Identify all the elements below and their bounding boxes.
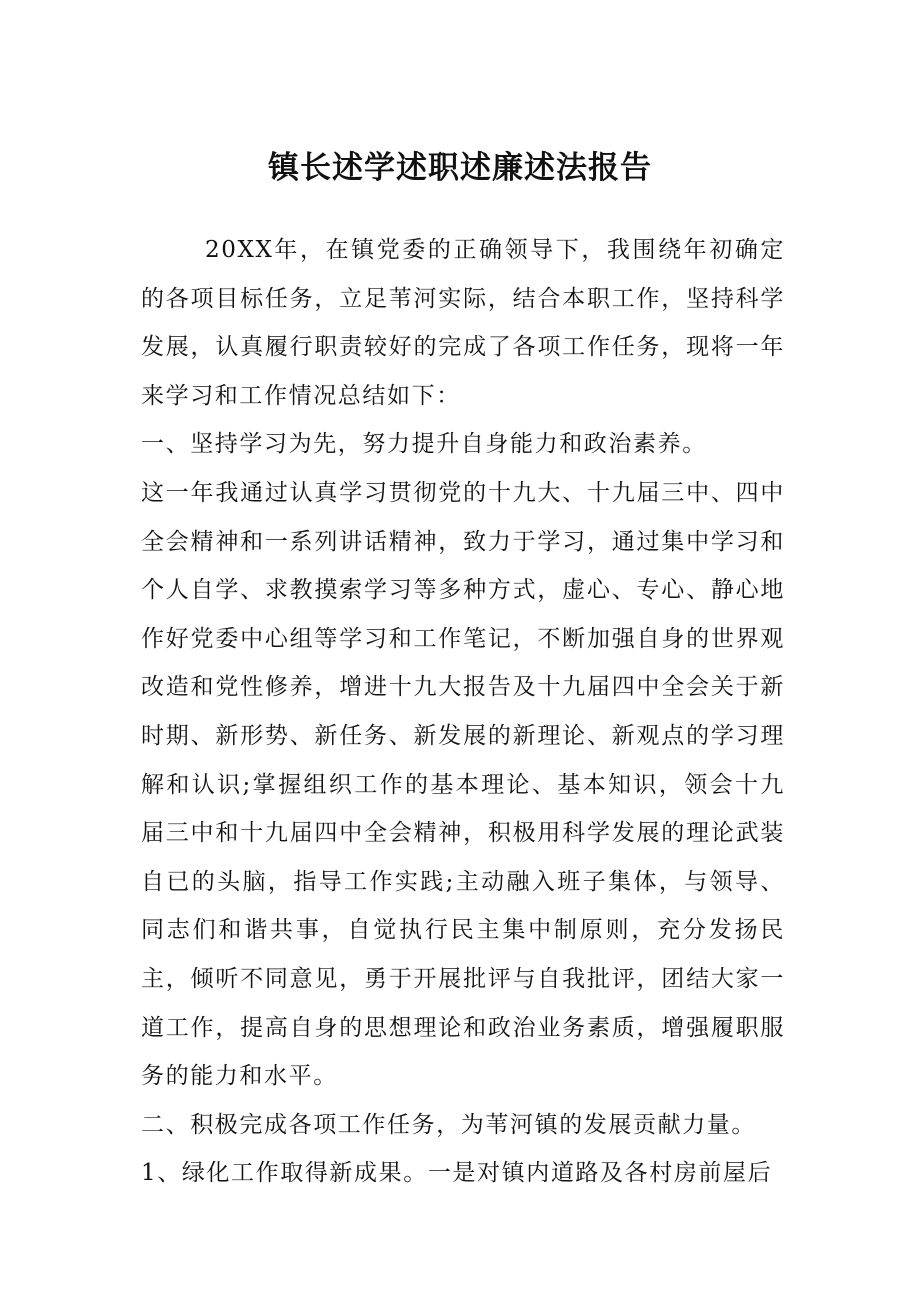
paragraph-greening: 1、绿化工作取得新成果。一是对镇内道路及各村房前屋后 [141, 1160, 773, 1187]
section-heading-study: 一、坚持学习为先，努力提升自身能力和政治素养。 [141, 431, 707, 458]
paragraph-intro: 20XX年，在镇党委的正确领导下，我围绕年初确定的各项目标任务，立足苇河实际，结合本职工作，坚持科学发展，认真履行职责较好的完成了各项工作任务，现将一年来学习和工作情况总结如下： [141, 237, 785, 409]
document-title: 镇长述学述职述廉述法报告 [268, 150, 652, 186]
section-heading-tasks: 二、积极完成各项工作任务，为苇河镇的发展贡献力量。 [141, 1111, 756, 1138]
paragraph-study: 这一年我通过认真学习贯彻党的十九大、十九届三中、四中全会精神和一系列讲话精神，致力于学习，通过集中学习和个人自学、求教摸索学习等多种方式，虚心、专心、静心地作好党委中心组等学习和工作笔记，不断加强自身的世界观改造和党性修养，增进十九大报告及十九届四中全会关于新时期、新形势、新任务、新发展的新理论、新观点的学习理解和认识;掌握组织工作的基本理论、基本知识，领会十九届三中和十九届四中全会精神，积极用科学发展的理论武装自已的头脑，指导工作实践;主动融入班子集体，与领导、同志们和谐共事，自觉执行民主集中制原则，充分发扬民主，倾听不同意见，勇于开展批评与自我批评，团结大家一道工作，提高自身的思想理论和政治业务素质，增强履职服务的能力和水平。 [141, 479, 785, 1090]
document-body [141, 226, 785, 1198]
